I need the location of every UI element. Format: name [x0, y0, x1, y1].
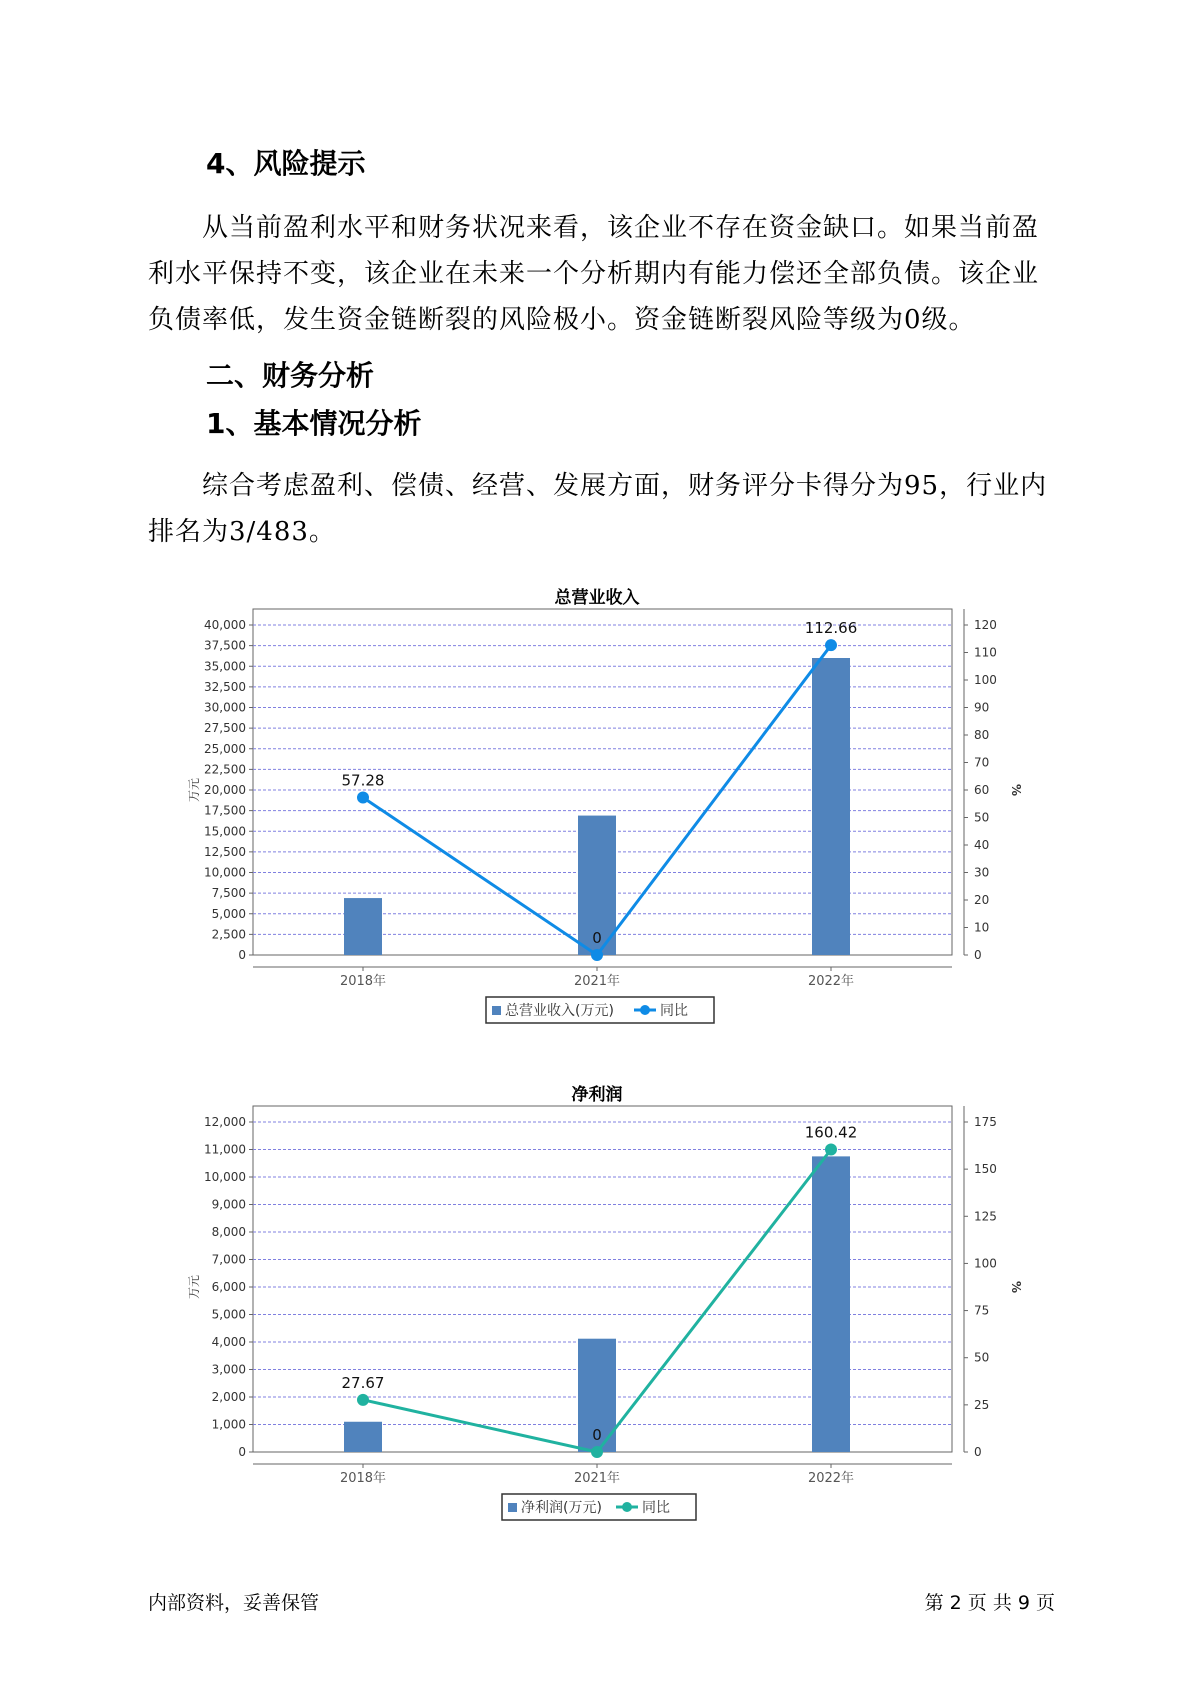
y2-axis-label: %: [1009, 1280, 1023, 1294]
y-tick-label: 10,000: [204, 865, 246, 880]
y-axis-label: 万元: [187, 777, 201, 803]
x-tick-label: 2022年: [807, 974, 855, 989]
y-tick-label: 2,000: [211, 1390, 246, 1404]
y2-tick-label: 150: [974, 1162, 997, 1177]
y-tick-label: 1,000: [211, 1417, 246, 1432]
section-heading-risk: 4、风险提示: [206, 147, 366, 180]
bar-2022年: [812, 658, 850, 955]
y-axis-label: 万元: [187, 1274, 201, 1300]
chart-title-net-profit: 净利润: [571, 1085, 623, 1105]
legend-line-marker: [640, 1005, 650, 1015]
y-tick-label: 8,000: [211, 1225, 246, 1239]
y2-tick-label: 40: [974, 838, 990, 852]
y2-tick-label: 50: [974, 1350, 990, 1365]
y2-tick-label: 175: [974, 1115, 997, 1129]
y-tick-label: 0: [238, 948, 246, 962]
legend-line-label: 同比: [660, 1003, 688, 1019]
yoy-point: [591, 949, 603, 961]
y-tick-label: 35,000: [204, 659, 246, 674]
bar-2022年: [812, 1156, 850, 1452]
legend-bar-label: 净利润(万元): [521, 1500, 602, 1516]
y-tick-label: 0: [238, 1445, 246, 1459]
y-tick-label: 3,000: [211, 1362, 246, 1377]
y2-tick-label: 25: [974, 1397, 990, 1412]
y-tick-label: 25,000: [204, 741, 246, 756]
y-tick-label: 40,000: [204, 618, 246, 632]
y-tick-label: 7,000: [211, 1252, 246, 1267]
basic-paragraph: 综合考虑盈利、偿债、经营、发展方面，财务评分卡得分为95，行业内排名为3/483。: [148, 471, 1048, 547]
data-label: 27.67: [341, 1373, 385, 1392]
data-label: 0: [592, 929, 602, 947]
page-number: 第 2 页 共 9 页: [924, 1592, 1055, 1614]
y-tick-label: 12,500: [204, 844, 246, 859]
data-label: 112.66: [804, 619, 858, 638]
y2-tick-label: 20: [974, 893, 990, 907]
risk-paragraph: 从当前盈利水平和财务状况来看，该企业不存在资金缺口。如果当前盈利水平保持不变，该企业在未来一个分析期内有能力偿还全部负债。该企业负债率低，发生资金链断裂的风险极小。资金链断裂风险等级为0级。: [148, 213, 1040, 335]
y2-tick-label: 70: [974, 755, 990, 770]
y-tick-label: 27,500: [204, 721, 246, 736]
bar-2018年: [344, 898, 382, 955]
y-tick-label: 30,000: [204, 700, 246, 715]
legend-bar-label: 总营业收入(万元): [505, 1003, 614, 1019]
y-tick-label: 5,000: [211, 906, 246, 921]
legend-bar-swatch: [492, 1006, 501, 1015]
y-tick-label: 32,500: [204, 679, 246, 694]
section-heading-finance: 二、财务分析: [206, 359, 375, 392]
revenue-chart: [150, 605, 1030, 1035]
net-profit-chart: [150, 1102, 1030, 1532]
y2-tick-label: 100: [974, 1256, 997, 1271]
y2-tick-label: 60: [974, 783, 990, 797]
x-tick-label: 2021年: [573, 974, 621, 989]
x-tick-label: 2021年: [573, 1471, 621, 1486]
y2-tick-label: 90: [974, 700, 990, 715]
y-tick-label: 9,000: [211, 1197, 246, 1212]
bar-2018年: [344, 1422, 382, 1452]
y2-tick-label: 125: [974, 1209, 997, 1224]
yoy-point: [825, 1143, 837, 1155]
y-tick-label: 6,000: [211, 1280, 246, 1294]
y-tick-label: 5,000: [211, 1307, 246, 1322]
y2-axis-label: %: [1009, 783, 1023, 797]
yoy-point: [357, 1394, 369, 1406]
y-tick-label: 12,000: [204, 1115, 246, 1129]
yoy-point: [825, 639, 837, 651]
y2-tick-label: 50: [974, 810, 990, 825]
y-tick-label: 17,500: [204, 803, 246, 818]
y-tick-label: 37,500: [204, 638, 246, 653]
chart-title-revenue: 总营业收入: [554, 588, 640, 608]
y-tick-label: 2,500: [211, 927, 246, 942]
y2-tick-label: 0: [974, 948, 982, 962]
yoy-point: [591, 1446, 603, 1458]
legend-bar-swatch: [508, 1503, 517, 1512]
y2-tick-label: 10: [974, 920, 990, 935]
data-label: 0: [592, 1426, 602, 1444]
x-tick-label: 2022年: [807, 1471, 855, 1486]
x-tick-label: 2018年: [339, 1471, 387, 1486]
legend-line-label: 同比: [642, 1500, 670, 1516]
yoy-point: [357, 791, 369, 803]
x-tick-label: 2018年: [339, 974, 387, 989]
y-tick-label: 20,000: [204, 783, 246, 797]
section-heading-basic: 1、基本情况分析: [206, 407, 422, 440]
y2-tick-label: 80: [974, 728, 990, 742]
y2-tick-label: 110: [974, 645, 997, 660]
legend-line-marker: [622, 1502, 632, 1512]
y2-tick-label: 0: [974, 1445, 982, 1459]
y-tick-label: 7,500: [211, 886, 246, 901]
y-tick-label: 15,000: [204, 824, 246, 839]
y-tick-label: 4,000: [211, 1335, 246, 1349]
y2-tick-label: 100: [974, 673, 997, 687]
y-tick-label: 11,000: [204, 1142, 246, 1157]
footer-note: 内部资料，妥善保管: [148, 1592, 320, 1614]
y-tick-label: 22,500: [204, 762, 246, 777]
y-tick-label: 10,000: [204, 1170, 246, 1184]
y2-tick-label: 30: [974, 865, 990, 880]
data-label: 57.28: [341, 771, 385, 790]
data-label: 160.42: [804, 1123, 858, 1142]
y2-tick-label: 75: [974, 1303, 990, 1318]
y2-tick-label: 120: [974, 618, 997, 632]
